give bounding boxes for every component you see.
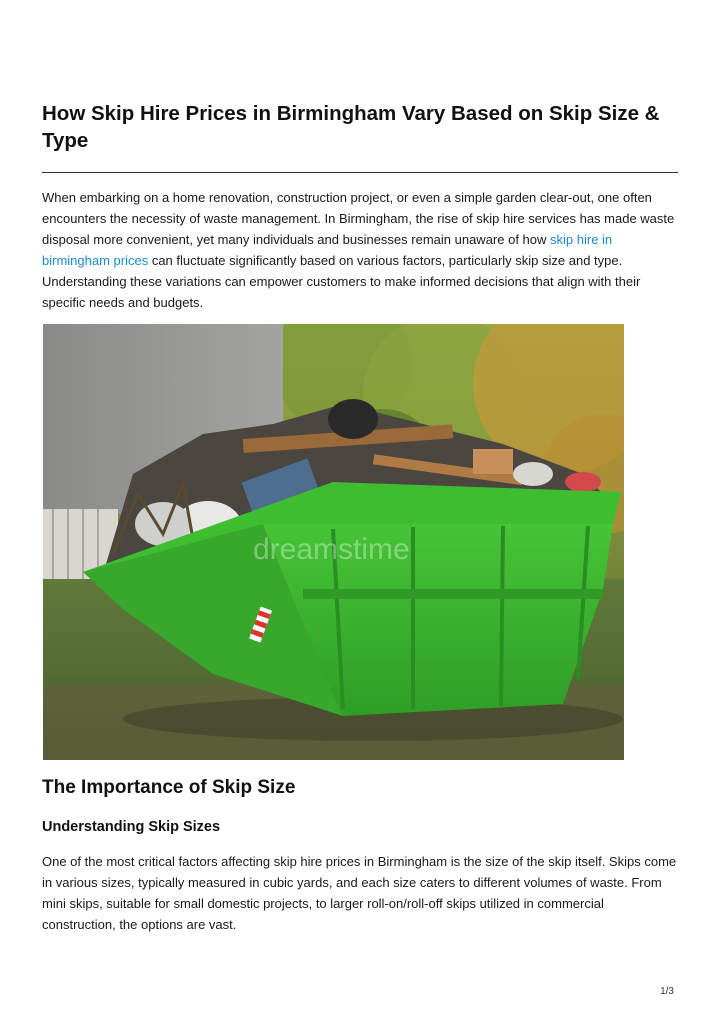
page-number: 1/3 [660, 986, 674, 997]
skip-hire-prices-link[interactable]: skip hire in birmingham prices [42, 232, 613, 268]
section-heading: The Importance of Skip Size [42, 777, 296, 798]
skip-photo [43, 324, 624, 760]
section-paragraph: One of the most critical factors affecting skip hire prices in Birmingham is the size of the skip itself. Skips come in various sizes, typically measured in cubic yards, and each size caters to different volumes of waste. From mini skips, suitable for small domestic projects, to larger roll-on/roll-off skips utilized in commercial construction, the options are vast. [42, 854, 677, 932]
title-divider [42, 172, 678, 173]
intro-paragraph [42, 187, 680, 313]
intro-text-start: When embarking on a home renovation, construction project, or even a simple garden clear-out, one often encounters the necessity of waste management. In Birmingham, the rise of skip hire services has made waste disposal more convenient, yet many individuals and businesses remain unaware of how [42, 190, 675, 247]
image-watermark: dreamstime [253, 533, 410, 566]
subsection-heading: Understanding Skip Sizes [42, 819, 221, 835]
article-title: How Skip Hire Prices in Birmingham Vary Based on Skip Size & Type [42, 102, 660, 152]
intro-text-end: can fluctuate significantly based on various factors, particularly skip size and type. Understanding these variations can empower customers to make informed decisions that align with their specific needs and budgets. [42, 253, 641, 310]
